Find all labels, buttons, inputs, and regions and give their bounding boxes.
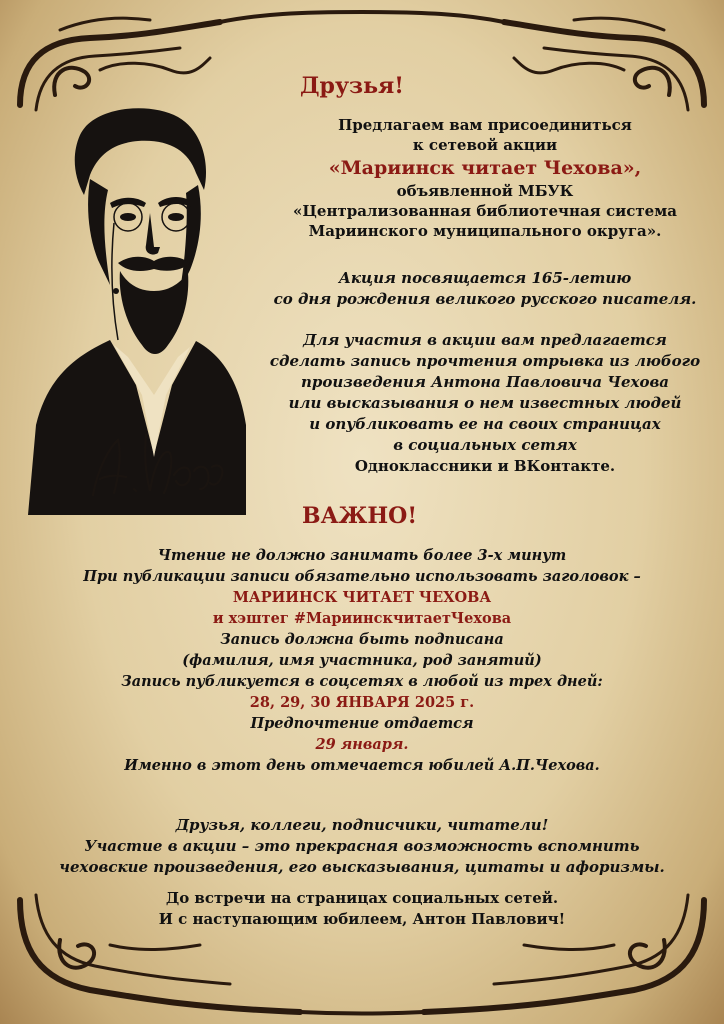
intro-line-5: Мариинского муниципального округа». — [308, 222, 662, 240]
intro-line-1: Предлагаем вам присоединиться — [338, 116, 632, 134]
participation-line-5: и опубликовать ее на своих страницах — [309, 415, 661, 433]
intro-line-4: «Централизованная библиотечная система — [293, 202, 677, 220]
intro-line-2: к сетевой акции — [412, 136, 558, 154]
participation-line-1: Для участия в акции вам предлагается — [303, 331, 667, 349]
intro-line-3: объявленной МБУК — [396, 182, 574, 200]
celebration-line-1: Акция посвящается 165-летию — [338, 269, 632, 287]
participation-line-4: или высказывания о нем известных людей — [288, 394, 682, 412]
participation-block — [250, 330, 720, 477]
participation-line-2: сделать запись прочтения отрывка из любого — [269, 352, 701, 370]
important-heading: ВАЖНО! — [302, 503, 417, 529]
rules-block — [0, 545, 724, 776]
rule-signed-details: (фамилия, имя участника, род занятий) — [182, 652, 542, 669]
required-title: МАРИИНСК ЧИТАЕТ ЧЕХОВА — [232, 589, 492, 606]
finale-block — [0, 888, 724, 930]
intro-block — [250, 115, 720, 241]
rule-signed: Запись должна быть подписана — [220, 631, 504, 648]
closing-block — [0, 815, 724, 878]
greeting-title: Друзья! — [300, 73, 404, 99]
rule-publish-days: Запись публикуется в соцсетях в любой из трех дней: — [121, 673, 603, 690]
finale-line-2: И с наступающим юбилеем, Антон Павлович! — [158, 910, 566, 928]
celebration-block — [255, 268, 715, 310]
action-name: «Мариинск читает Чехова», — [328, 157, 642, 179]
rule-duration: Чтение не должно занимать более 3-х минут — [157, 547, 567, 564]
rule-jubilee: Именно в этот день отмечается юбилей А.П.Чехова. — [124, 757, 600, 774]
closing-line-3: чеховские произведения, его высказывания, цитаты и афоризмы. — [59, 858, 665, 876]
participation-line-3: произведения Антона Павловича Чехова — [300, 373, 670, 391]
finale-line-1: До встречи на страницах социальных сетей. — [165, 889, 559, 907]
publish-dates: 28, 29, 30 ЯНВАРЯ 2025 г. — [249, 694, 475, 711]
closing-line-2: Участие в акции – это прекрасная возможность вспомнить — [84, 837, 640, 855]
rule-preference: Предпочтение отдается — [250, 715, 474, 732]
required-hashtag: и хэштег #МариинскчитаетЧехова — [212, 610, 512, 627]
participation-line-6: в социальных сетях — [393, 436, 577, 454]
preferred-date: 29 января. — [315, 736, 409, 753]
celebration-line-2: со дня рождения великого русского писателя. — [273, 290, 697, 308]
closing-line-1: Друзья, коллеги, подписчики, читатели! — [175, 816, 549, 834]
social-networks: Одноклассники и ВКонтакте. — [354, 457, 616, 475]
rule-title: При публикации записи обязательно использовать заголовок – — [83, 568, 641, 585]
chekhov-portrait — [18, 95, 248, 515]
